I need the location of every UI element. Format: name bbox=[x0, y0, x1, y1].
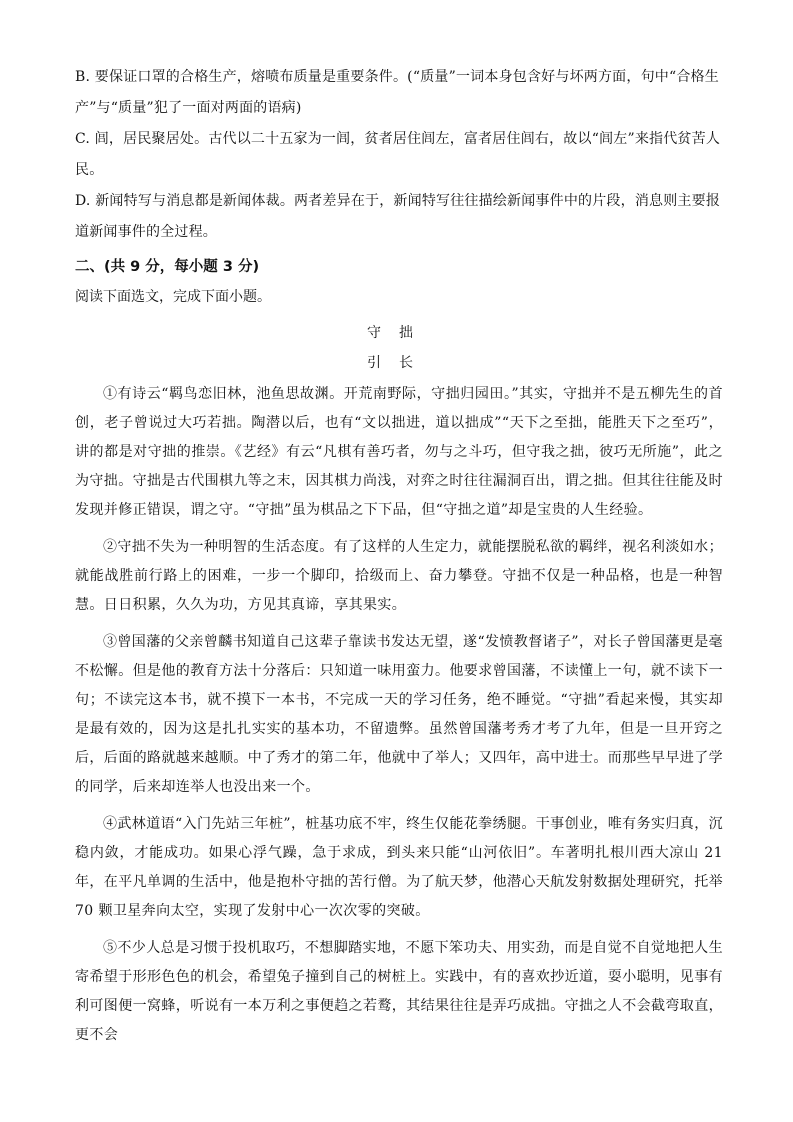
option-b: B. 要保证口罩的合格生产，熔喷布质量是重要条件。(“质量”一词本身包含好与坏两方面，句中“合格生产”与“质量”犯了一面对两面的语病) bbox=[75, 69, 719, 116]
section-instruction: 阅读下面选文，完成下面小题。 bbox=[75, 289, 271, 305]
article-author: 引长 bbox=[367, 355, 431, 371]
article-paragraph-2: ②守拙不失为一种明智的生活态度。有了这样的人生定力，就能摆脱私欲的羁绊，视名利淡如水；就能战胜前行路上的困难，一步一个脚印，拾级而上、奋力攀登。守拙不仅是一种品格，也是一种智慧。日日积累，久久为功，方见其真谛，享其果实。 bbox=[75, 539, 723, 613]
option-c: C. 闾，居民聚居处。古代以二十五家为一闾，贫者居住闾左，富者居住闾右，故以“闾左”来指代贫苦人民。 bbox=[75, 131, 721, 178]
section-heading: 二、(共 9 分，每小题 3 分) bbox=[75, 259, 260, 275]
article-paragraph-5: ⑤不少人总是习惯于投机取巧，不想脚踏实地，不愿下笨功夫、用实劲，而是自觉不自觉地把人生寄希望于形形色色的机会，希望兔子撞到自己的树桩上。实践中，有的喜欢抄近道，耍小聪明，见事有利可图便一窝蜂，听说有一本万利之事便趋之若鹜，其结果往往是弄巧成拙。守拙之人不会截弯取直，更不会 bbox=[75, 940, 723, 1043]
article-paragraph-4: ④武林道语“入门先站三年桩”，桩基功底不牢，终生仅能花拳绣腿。干事创业，唯有务实归真，沉稳内敛，才能成功。如果心浮气躁，急于求成，到头来只能“山河依旧”。车著明扎根川西大凉山 21 年，在平凡单调的生活中，他是抱朴守拙的苦行僧。为了航天梦，他潜心天航发射数据处理研究，托举 70 颗卫星奔向太空，实现了发射中心一次次零的突破。 bbox=[75, 816, 723, 919]
article-paragraph-1: ①有诗云“羁鸟恋旧林，池鱼思故渊。开荒南野际，守拙归园田。”其实，守拙并不是五柳先生的首创，老子曾说过大巧若拙。陶潜以后，也有“文以拙进，道以拙成”“天下之至拙，能胜天下之至巧”，讲的都是对守拙的推崇。《艺经》有云“凡棋有善巧者，勿与之斗巧，但守我之拙，彼巧无所施”，此之为守拙。守拙是古代围棋九等之末，因其棋力尚浅，对弈之时往往漏洞百出，谓之拙。但其往往能及时发现并修正错误，谓之守。“守拙”虽为棋品之下下品，但“守拙之道”却是宝贵的人生经验。 bbox=[75, 386, 723, 518]
document-page bbox=[75, 62, 723, 1058]
option-d: D. 新闻特写与消息都是新闻体裁。两者差异在于，新闻特写往往描绘新闻事件中的片段，消息则主要报道新闻事件的全过程。 bbox=[75, 193, 721, 240]
article-title: 守拙 bbox=[367, 325, 431, 341]
article-paragraph-3: ③曾国藩的父亲曾麟书知道自己这辈子靠读书发达无望，遂“发愤教督诸子”，对长子曾国藩更是毫不松懈。但是他的教育方法十分落后：只知道一味用蛮力。他要求曾国藩，不读懂上一句，就不读下一句；不读完这本书，就不摸下一本书，不完成一天的学习任务，绝不睡觉。“守拙”看起来慢，其实却是最有效的，因为这是扎扎实实的基本功，不留遗弊。虽然曾国藩考秀才考了九年，但是一旦开窍之后，后面的路就越来越顺。中了秀才的第二年，他就中了举人；又四年，高中进士。而那些早早进了学的同学，后来却连举人也没出来一个。 bbox=[75, 634, 723, 795]
